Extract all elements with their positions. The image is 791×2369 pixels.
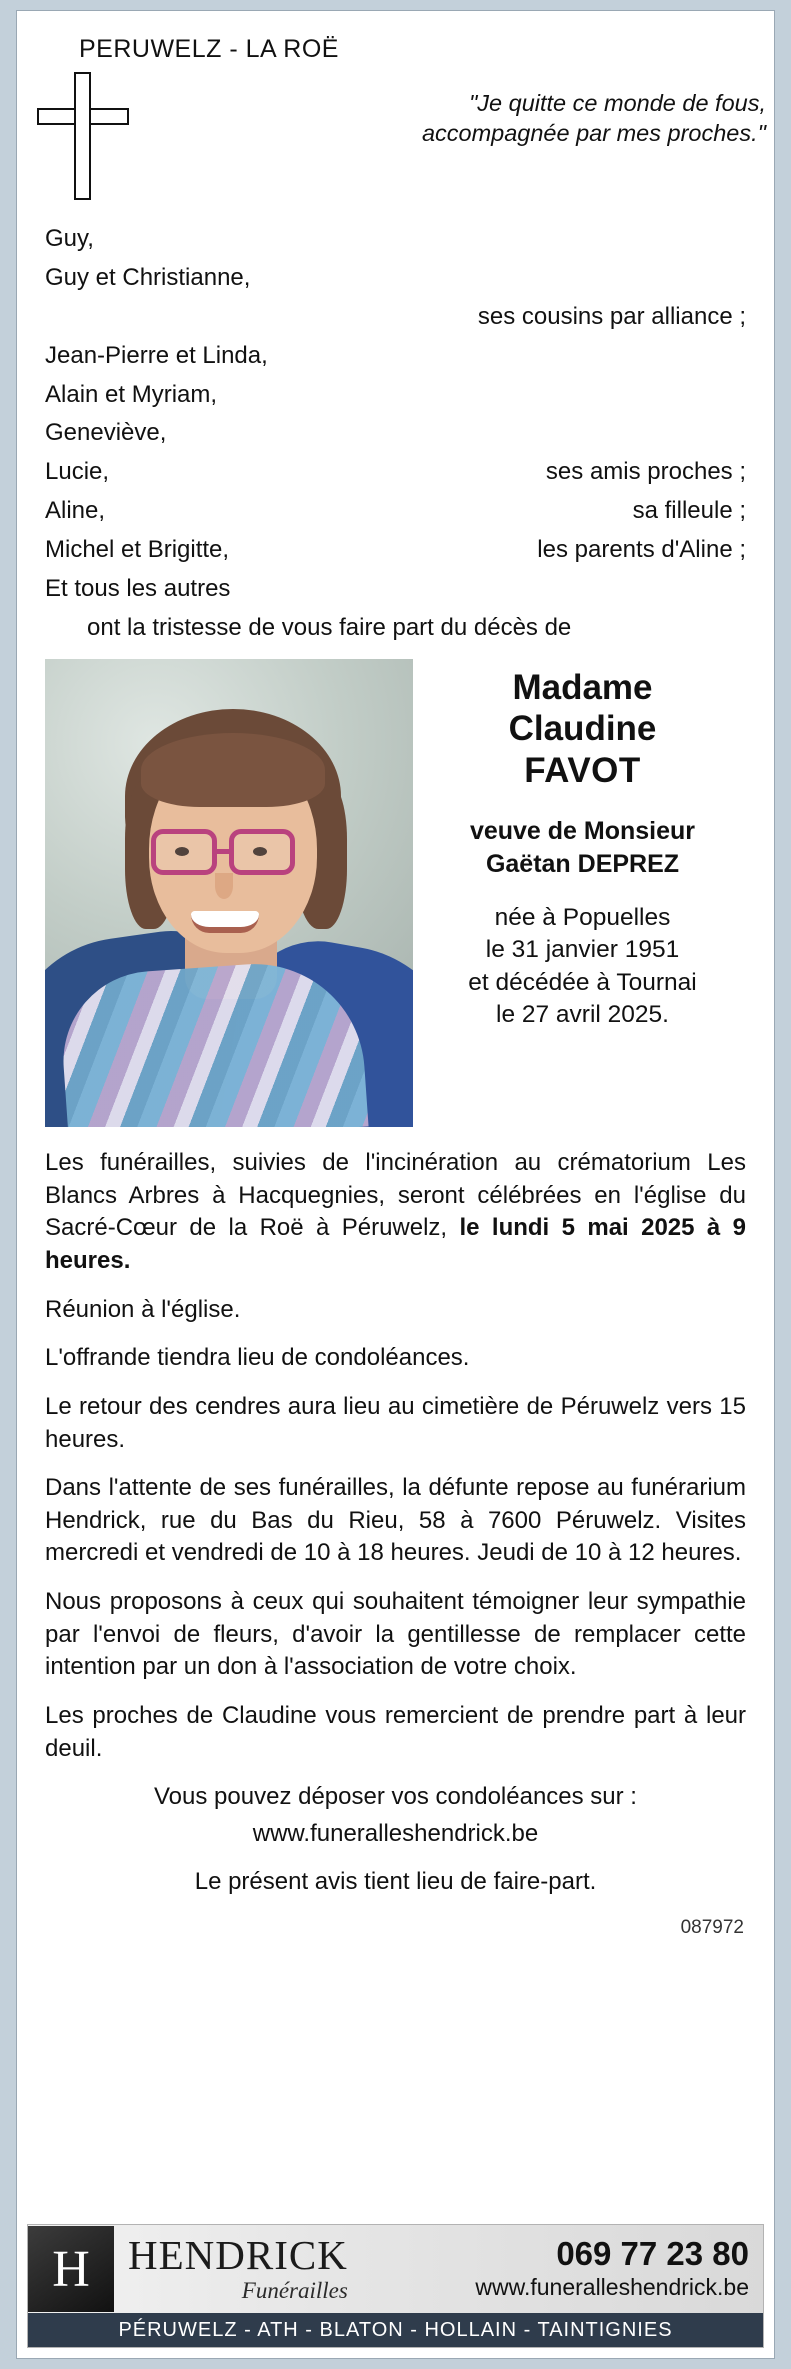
- relative-name: Guy et Christianne,: [45, 263, 251, 291]
- relatives-row: [45, 570, 746, 609]
- death-line-1: et décédée à Tournai: [468, 968, 697, 996]
- portrait-photo: [45, 659, 413, 1127]
- hendrick-logo-icon: H: [28, 2226, 114, 2312]
- relatives-row: [45, 492, 746, 531]
- deceased-title: Madame: [512, 668, 653, 708]
- funeral-paragraph: [45, 1147, 746, 1278]
- obituary-card: [16, 10, 775, 2359]
- funeral-text: Les funérailles, suivies de l'incinération au crématorium Les Blancs Arbres à Hacquegnies, seront célébrées en l'église du Sacré-Cœur de la Roë à Péruwelz,: [45, 1149, 746, 1242]
- locality-heading: PERUWELZ - LA ROË: [79, 35, 339, 63]
- reunion-paragraph: Réunion à l'église.: [45, 1295, 241, 1323]
- birth-line-2: le 31 janvier 1951: [485, 936, 680, 964]
- relatives-row: [45, 220, 746, 259]
- obituary-body: [39, 1127, 752, 1899]
- relative-relation: sa filleule ;: [632, 497, 746, 525]
- relatives-row: [45, 337, 746, 376]
- cross-and-quote: [17, 70, 774, 200]
- notice-paragraph: Le présent avis tient lieu de faire-part.: [194, 1868, 597, 1896]
- phone-number[interactable]: 069 77 23 80: [556, 2235, 749, 2273]
- funeral-datetime: le lundi 5 mai 2025 à 9 heures.: [45, 1214, 746, 1275]
- photo-and-name-block: [39, 647, 752, 1127]
- relatives-list: [39, 200, 752, 647]
- relative-name: Guy,: [45, 225, 94, 252]
- offering-paragraph: L'offrande tiendra lieu de condoléances.: [45, 1344, 470, 1372]
- relative-name: Aline,: [45, 497, 106, 525]
- thanks-paragraph: Les proches de Claudine vous remercient de prendre part à leur deuil.: [45, 1701, 746, 1762]
- deceased-first-name: Claudine: [508, 709, 657, 749]
- relative-relation: les parents d'Aline ;: [537, 536, 746, 563]
- reference-number: 087972: [680, 1917, 744, 1939]
- widow-line-1: veuve de Monsieur: [469, 817, 696, 846]
- quote-line-2: accompagnée par mes proches.": [421, 120, 766, 147]
- relative-name: Jean-Pierre et Linda,: [45, 341, 268, 369]
- ashes-paragraph: Le retour des cendres aura lieu au cimetière de Péruwelz vers 15 heures.: [45, 1392, 746, 1453]
- cross-vertical-bar: [74, 72, 91, 200]
- condolences-line-1: Vous pouvez déposer vos condoléances sur :: [154, 1783, 637, 1811]
- relative-name: Et tous les autres: [45, 574, 231, 602]
- quote-text: [422, 72, 766, 148]
- funeral-home-banner: [27, 2224, 764, 2348]
- condolences-website[interactable]: www.funeralleshendrick.be: [252, 1819, 539, 1847]
- brand-block: [114, 2231, 348, 2304]
- relatives-row: [45, 376, 746, 415]
- deceased-name-block: [413, 659, 746, 1127]
- relative-name: Alain et Myriam,: [45, 380, 218, 408]
- relatives-row: [45, 259, 746, 298]
- relative-name: Lucie,: [45, 458, 110, 486]
- visits-paragraph: Dans l'attente de ses funérailles, la défunte repose au funérarium Hendrick, rue du Bas du Rieu, 58 à 7600 Péruwelz. Visites mercredi et vendredi de 10 à 18 heures. Jeudi de 10 à 12 heures.: [45, 1474, 746, 1567]
- birth-line-1: née à Popuelles: [494, 904, 671, 932]
- relative-name: Michel et Brigitte,: [45, 536, 230, 563]
- banner-localities: PÉRUWELZ - ATH - BLATON - HOLLAIN - TAINTIGNIES: [28, 2313, 763, 2347]
- announcement-intro: ont la tristesse de vous faire part du décès de: [87, 613, 572, 641]
- latin-cross-icon: [35, 72, 131, 200]
- contact-block: [475, 2237, 763, 2301]
- banner-top: [28, 2225, 763, 2313]
- widow-line-2: Gaëtan DEPREZ: [485, 849, 680, 878]
- brand-name: HENDRICK: [128, 2231, 348, 2278]
- brand-subtitle: Funérailles: [241, 2277, 348, 2303]
- website-url[interactable]: www.funeralleshendrick.be: [475, 2273, 749, 2300]
- relatives-row: [45, 531, 746, 570]
- flowers-paragraph: Nous proposons à ceux qui souhaitent témoigner leur sympathie par l'envoi de fleurs, d'avoir la gentillesse de remplacer cette intention par un don à l'association de votre choix.: [45, 1588, 746, 1681]
- death-line-2: le 27 avril 2025.: [496, 1001, 669, 1029]
- relative-relation: ses cousins par alliance ;: [477, 302, 746, 330]
- relatives-row: [45, 453, 746, 492]
- relatives-row: [45, 414, 746, 453]
- relative-relation: ses amis proches ;: [545, 458, 746, 486]
- quote-line-1: "Je quitte ce monde de fous,: [468, 90, 766, 116]
- relative-name: Geneviève,: [45, 419, 167, 447]
- deceased-last-name: FAVOT: [524, 750, 641, 790]
